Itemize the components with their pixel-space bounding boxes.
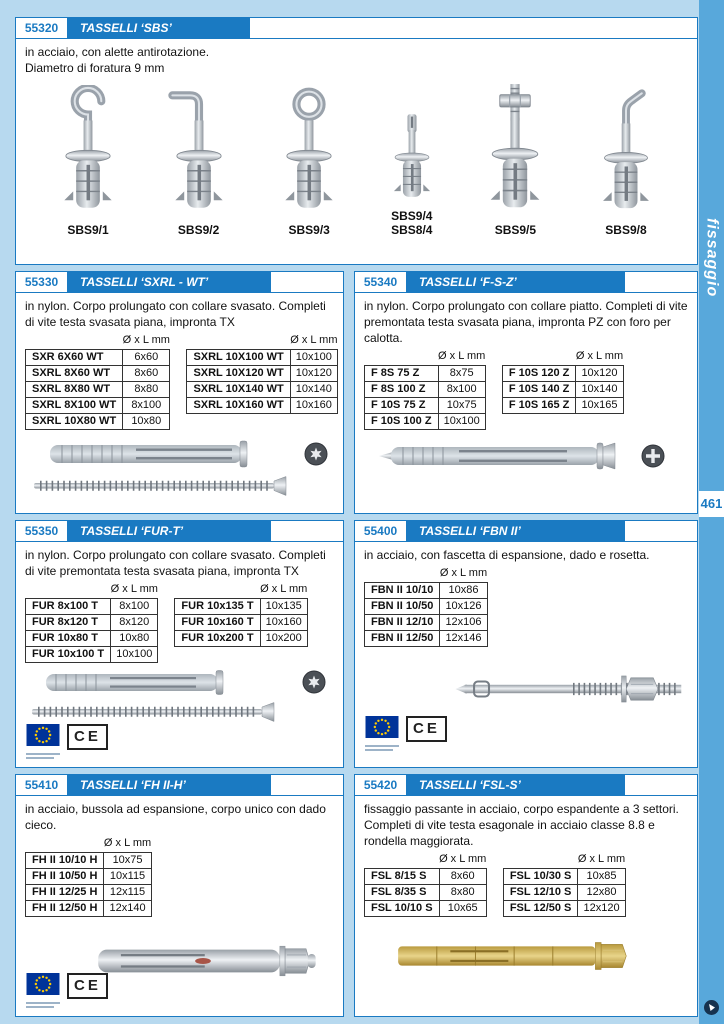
size-table bbox=[502, 349, 624, 414]
size-table-header bbox=[503, 852, 625, 868]
ce-mark bbox=[26, 973, 108, 1008]
product-name: SXRL 8X100 WT bbox=[26, 397, 123, 413]
table-row bbox=[503, 884, 625, 900]
product-sbs9-4 bbox=[386, 103, 438, 238]
size-table-header bbox=[365, 566, 488, 582]
product-name: FBN II 10/50 bbox=[365, 598, 440, 614]
product-name: SXRL 10X80 WT bbox=[26, 413, 123, 429]
table-row bbox=[26, 397, 170, 413]
anchor-with-screw-figure bbox=[24, 669, 335, 731]
size-table-header bbox=[365, 349, 486, 365]
size-tables bbox=[25, 333, 338, 430]
product-name: F 10S 75 Z bbox=[365, 397, 439, 413]
table-row bbox=[365, 868, 487, 884]
table-row bbox=[26, 630, 158, 646]
product-name: SXRL 10X120 WT bbox=[187, 365, 290, 381]
product-size: 10x135 bbox=[260, 598, 307, 614]
product-name: FH II 12/50 H bbox=[26, 900, 104, 916]
product-size: 12x146 bbox=[440, 630, 487, 646]
table-row bbox=[503, 868, 625, 884]
section-title: TASSELLI ‘FBN II’ bbox=[407, 521, 625, 541]
hook-anchor-image bbox=[54, 85, 122, 221]
nylon-anchor-image bbox=[363, 436, 683, 478]
section-title: TASSELLI ‘FH II-H’ bbox=[68, 775, 271, 795]
product-size: 10x200 bbox=[260, 630, 307, 646]
stud-anchor-image bbox=[480, 81, 550, 221]
product-name: FSL 8/35 S bbox=[365, 884, 440, 900]
section-fbn-ii bbox=[354, 520, 698, 768]
table-row bbox=[365, 630, 488, 646]
size-column-header: Ø x L mm bbox=[122, 333, 170, 346]
table-row bbox=[26, 852, 152, 868]
ce-mark bbox=[26, 724, 108, 759]
product-sbs9-8 bbox=[593, 89, 659, 238]
gold-sleeve-anchor-image bbox=[373, 933, 663, 979]
product-name: SXRL 10X100 WT bbox=[187, 349, 290, 365]
eu-flag-icon bbox=[26, 724, 60, 759]
section-fsl-s bbox=[354, 774, 698, 1017]
table-row bbox=[187, 365, 338, 381]
table-row bbox=[26, 349, 170, 365]
ce-label: CE bbox=[406, 716, 447, 742]
table-row bbox=[175, 598, 307, 614]
product-size: 10x160 bbox=[290, 397, 337, 413]
size-table-header bbox=[26, 582, 158, 598]
table-row bbox=[26, 646, 158, 662]
product-name: FBN II 10/10 bbox=[365, 582, 440, 598]
table-row bbox=[187, 397, 338, 413]
header-spacer bbox=[271, 272, 343, 292]
table-row bbox=[187, 349, 338, 365]
product-label: SBS9/1 bbox=[67, 223, 109, 238]
product-name: FUR 10x160 T bbox=[175, 614, 260, 630]
anchor-with-screw-figure bbox=[24, 436, 335, 508]
section-f-s-z bbox=[354, 271, 698, 514]
ce-label: CE bbox=[67, 973, 108, 999]
product-name: FH II 12/25 H bbox=[26, 884, 104, 900]
product-size: 12x80 bbox=[578, 884, 625, 900]
product-size: 10x140 bbox=[290, 381, 337, 397]
product-label: SBS9/3 bbox=[288, 223, 330, 238]
eu-flag-icon bbox=[365, 716, 399, 751]
table-row bbox=[187, 381, 338, 397]
product-sbs9-2 bbox=[165, 85, 233, 238]
product-name: F 8S 75 Z bbox=[365, 365, 439, 381]
ce-label: CE bbox=[67, 724, 108, 750]
product-size: 8x100 bbox=[123, 397, 170, 413]
section-fur-t bbox=[15, 520, 344, 768]
product-size: 10x75 bbox=[104, 852, 151, 868]
product-name: FH II 10/10 H bbox=[26, 852, 104, 868]
product-size: 10x140 bbox=[576, 381, 623, 397]
size-table bbox=[503, 852, 626, 917]
product-size: 10x80 bbox=[111, 630, 158, 646]
product-sbs9-3 bbox=[275, 85, 343, 238]
product-size: 10x120 bbox=[290, 365, 337, 381]
product-name: FUR 10x135 T bbox=[175, 598, 260, 614]
product-name: SXR 6X60 WT bbox=[26, 349, 123, 365]
size-tables bbox=[364, 566, 688, 647]
section-description: fissaggio passante in acciaio, corpo espandente a 3 settori. Completi di vite testa esagonale in acciaio classe 8.8 e rondella maggiorata. bbox=[364, 802, 679, 849]
section-description: in nylon. Corpo prolungato con collare svasato. Completi di vite testa svasata piana, impronta TX bbox=[25, 299, 326, 330]
product-size: 10x85 bbox=[578, 868, 625, 884]
wedge-anchor-image bbox=[433, 663, 698, 715]
section-header bbox=[355, 775, 697, 796]
section-sbs bbox=[15, 17, 698, 265]
size-table bbox=[364, 349, 486, 430]
anchor-figure bbox=[72, 935, 339, 987]
product-name: F 10S 120 Z bbox=[502, 365, 576, 381]
size-table bbox=[25, 582, 158, 663]
product-size: 8x75 bbox=[438, 365, 485, 381]
table-row bbox=[502, 381, 623, 397]
product-size: 10x126 bbox=[440, 598, 487, 614]
nylon-anchor-and-screw-image bbox=[24, 669, 337, 731]
size-column-header: Ø x L mm bbox=[439, 852, 487, 865]
table-row bbox=[365, 381, 486, 397]
header-spacer bbox=[625, 521, 697, 541]
nylon-anchor-and-screw-image bbox=[24, 436, 337, 508]
size-table-header bbox=[365, 852, 487, 868]
product-size: 8x60 bbox=[123, 365, 170, 381]
section-sxrl-wt bbox=[15, 271, 344, 514]
product-size: 8x100 bbox=[438, 381, 485, 397]
section-description: in acciaio, bussola ad espansione, corpo unico con dado cieco. bbox=[25, 802, 326, 833]
table-row bbox=[175, 614, 307, 630]
table-row bbox=[503, 900, 625, 916]
product-name: SXRL 8X60 WT bbox=[26, 365, 123, 381]
product-name: FUR 8x120 T bbox=[26, 614, 111, 630]
product-label: SBS9/5 bbox=[494, 223, 537, 238]
size-table-header bbox=[502, 349, 623, 365]
product-size: 10x160 bbox=[260, 614, 307, 630]
section-description: in nylon. Corpo prolungato con collare piatto. Completi di vite premontata testa svasata piana, impronta PZ con foro per calotta. bbox=[364, 299, 688, 346]
product-size: 12x140 bbox=[104, 900, 151, 916]
product-label: SBS9/2 bbox=[177, 223, 220, 238]
product-size: 8x60 bbox=[439, 868, 486, 884]
product-size: 10x115 bbox=[104, 868, 151, 884]
product-size: 10x100 bbox=[290, 349, 337, 365]
size-table bbox=[174, 582, 307, 647]
product-name: FUR 10x100 T bbox=[26, 646, 111, 662]
section-header bbox=[355, 272, 697, 293]
product-size: 12x106 bbox=[440, 614, 487, 630]
header-spacer bbox=[271, 775, 343, 795]
section-title: TASSELLI ‘SXRL - WT’ bbox=[68, 272, 271, 292]
section-header bbox=[16, 775, 343, 796]
table-row bbox=[175, 630, 307, 646]
product-size: 10x120 bbox=[576, 365, 623, 381]
product-name: FUR 10x80 T bbox=[26, 630, 111, 646]
table-row bbox=[26, 413, 170, 429]
table-row bbox=[26, 381, 170, 397]
section-title: TASSELLI ‘SBS’ bbox=[68, 18, 250, 38]
product-name: FBN II 12/10 bbox=[365, 614, 440, 630]
eye-anchor-image bbox=[275, 85, 343, 221]
section-title: TASSELLI ‘F-S-Z’ bbox=[407, 272, 625, 292]
table-row bbox=[26, 598, 158, 614]
anchor-figure bbox=[433, 663, 693, 715]
product-name: FSL 12/10 S bbox=[503, 884, 578, 900]
product-code: 55420 bbox=[355, 775, 407, 795]
product-code: 55410 bbox=[16, 775, 68, 795]
product-code: 55340 bbox=[355, 272, 407, 292]
size-column-header: Ø x L mm bbox=[103, 836, 152, 849]
product-name: F 10S 165 Z bbox=[502, 397, 576, 413]
product-name: F 8S 100 Z bbox=[365, 381, 439, 397]
product-size: 10x80 bbox=[123, 413, 170, 429]
table-row bbox=[502, 365, 623, 381]
table-row bbox=[365, 900, 487, 916]
product-code: 55400 bbox=[355, 521, 407, 541]
product-size: 6x60 bbox=[123, 349, 170, 365]
product-size: 8x100 bbox=[111, 598, 158, 614]
product-name: SXRL 8X80 WT bbox=[26, 381, 123, 397]
product-label: SBS9/8 bbox=[605, 223, 647, 238]
product-name: SXRL 10X140 WT bbox=[187, 381, 290, 397]
size-table-header bbox=[187, 333, 338, 349]
product-name: FUR 8x100 T bbox=[26, 598, 111, 614]
section-header bbox=[16, 18, 697, 39]
table-row bbox=[26, 868, 152, 884]
product-code: 55330 bbox=[16, 272, 68, 292]
size-tables bbox=[25, 582, 334, 663]
size-table bbox=[25, 836, 152, 917]
size-tables bbox=[364, 349, 688, 430]
size-column-header: Ø x L mm bbox=[260, 582, 308, 595]
product-size: 10x75 bbox=[438, 397, 485, 413]
product-name: FSL 8/15 S bbox=[365, 868, 440, 884]
product-sbs9-1 bbox=[54, 85, 122, 238]
sidebar-category bbox=[699, 168, 724, 348]
product-label: SBS9/4 SBS8/4 bbox=[391, 209, 433, 238]
header-spacer bbox=[271, 521, 343, 541]
table-row bbox=[26, 365, 170, 381]
product-size: 10x100 bbox=[111, 646, 158, 662]
table-row bbox=[26, 884, 152, 900]
product-name: FH II 10/50 H bbox=[26, 868, 104, 884]
size-tables bbox=[364, 852, 688, 917]
section-header bbox=[355, 521, 697, 542]
product-size: 12x115 bbox=[104, 884, 151, 900]
size-table-header bbox=[175, 582, 307, 598]
product-size: 8x80 bbox=[123, 381, 170, 397]
product-figure-row bbox=[16, 79, 697, 238]
cursor-badge-icon bbox=[704, 1000, 719, 1020]
product-name: FSL 10/30 S bbox=[503, 868, 578, 884]
table-row bbox=[365, 598, 488, 614]
anchor-figure bbox=[373, 933, 693, 979]
anchor-figure bbox=[363, 436, 689, 478]
size-table bbox=[364, 566, 488, 647]
size-table bbox=[186, 333, 338, 414]
product-sbs9-5 bbox=[480, 81, 550, 238]
table-row bbox=[365, 413, 486, 429]
product-name: FUR 10x200 T bbox=[175, 630, 260, 646]
section-title: TASSELLI ‘FSL-S’ bbox=[407, 775, 625, 795]
size-column-header: Ø x L mm bbox=[110, 582, 158, 595]
section-description: in acciaio, con fascetta di espansione, dado e rosetta. bbox=[364, 548, 650, 562]
table-row bbox=[365, 397, 486, 413]
section-header bbox=[16, 521, 343, 542]
table-row bbox=[26, 614, 158, 630]
size-table-header bbox=[26, 836, 152, 852]
size-column-header: Ø x L mm bbox=[290, 333, 338, 346]
table-row bbox=[365, 582, 488, 598]
header-spacer bbox=[250, 18, 697, 38]
bent-hook-anchor-image bbox=[593, 89, 659, 221]
product-size: 10x100 bbox=[438, 413, 485, 429]
product-size: 10x65 bbox=[439, 900, 486, 916]
section-header bbox=[16, 272, 343, 293]
product-code: 55320 bbox=[16, 18, 68, 38]
section-title: TASSELLI ‘FUR-T’ bbox=[68, 521, 271, 541]
ce-mark bbox=[365, 716, 447, 751]
product-name: FSL 12/50 S bbox=[503, 900, 578, 916]
product-code: 55350 bbox=[16, 521, 68, 541]
header-spacer bbox=[625, 775, 697, 795]
table-row bbox=[365, 884, 487, 900]
size-table-header bbox=[26, 333, 170, 349]
page-number: 461 bbox=[699, 491, 724, 517]
size-column-header: Ø x L mm bbox=[575, 349, 624, 362]
product-name: F 10S 100 Z bbox=[365, 413, 439, 429]
section-description: in acciaio, con alette antirotazione. Diametro di foratura 9 mm bbox=[25, 45, 210, 76]
size-table bbox=[364, 852, 487, 917]
header-spacer bbox=[625, 272, 697, 292]
product-size: 8x80 bbox=[439, 884, 486, 900]
size-table bbox=[25, 333, 170, 430]
section-description: in nylon. Corpo prolungato con collare svasato. Completi di vite premontata testa svasata piana, impronta TX bbox=[25, 548, 326, 579]
size-column-header: Ø x L mm bbox=[577, 852, 626, 865]
sidebar-category-label: fissaggio bbox=[703, 218, 721, 298]
table-row bbox=[26, 900, 152, 916]
product-name: SXRL 10X160 WT bbox=[187, 397, 290, 413]
size-tables bbox=[25, 836, 334, 917]
section-fh-ii-h bbox=[15, 774, 344, 1017]
product-size: 8x120 bbox=[111, 614, 158, 630]
product-name: F 10S 140 Z bbox=[502, 381, 576, 397]
stub-anchor-image bbox=[386, 103, 438, 207]
catalog-grid bbox=[15, 17, 698, 1017]
product-name: FSL 10/10 S bbox=[365, 900, 440, 916]
size-column-header: Ø x L mm bbox=[439, 566, 488, 579]
table-row bbox=[365, 365, 486, 381]
product-size: 10x165 bbox=[576, 397, 623, 413]
product-size: 12x120 bbox=[578, 900, 625, 916]
eu-flag-icon bbox=[26, 973, 60, 1008]
sleeve-anchor-image bbox=[72, 935, 334, 987]
product-size: 10x86 bbox=[440, 582, 487, 598]
angle-hook-anchor-image bbox=[165, 85, 233, 221]
table-row bbox=[502, 397, 623, 413]
table-row bbox=[365, 614, 488, 630]
product-name: FBN II 12/50 bbox=[365, 630, 440, 646]
size-column-header: Ø x L mm bbox=[438, 349, 486, 362]
